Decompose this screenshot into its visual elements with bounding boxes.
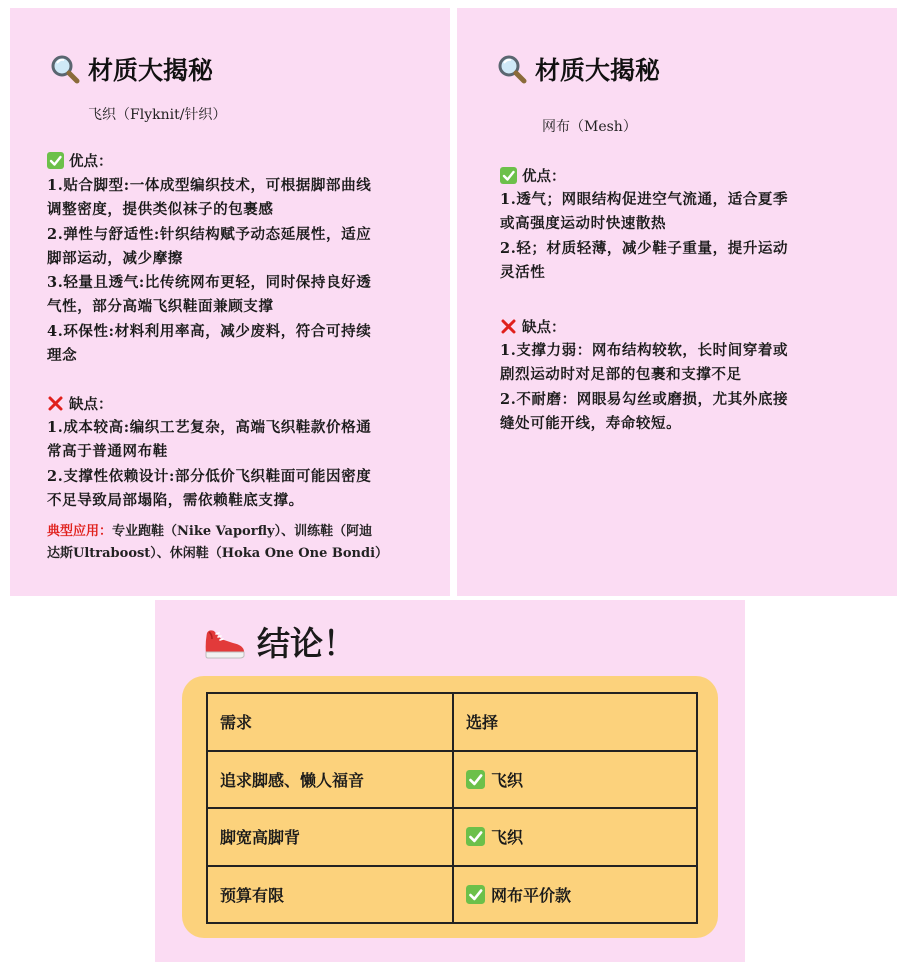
check-mark-icon: [500, 167, 517, 184]
cons-label-text: 缺点：: [522, 319, 566, 336]
pros-line: 3.轻量且透气:比传统网布更轻，同时保持良好透: [47, 274, 372, 292]
check-mark-icon: [47, 152, 64, 169]
conclusion-table: [206, 692, 698, 924]
table-row: [207, 751, 697, 809]
pros-line: 4.环保性:材料利用率高，减少废料，符合可持续: [47, 322, 372, 340]
choice-text: 飞织: [491, 770, 524, 790]
choice-text: 网布平价款: [491, 885, 572, 905]
pros-line: 1.贴合脚型:一体成型编织技术，可根据脚部曲线: [47, 177, 372, 194]
sneaker-icon: [203, 625, 247, 659]
mesh-card: [457, 8, 897, 596]
pros-line: 灵活性: [500, 263, 546, 281]
need-cell: 预算有限: [207, 866, 453, 924]
pros-line: 气性，部分高端飞织鞋面兼顾支撑: [47, 298, 274, 316]
cons-line: 1.成本较高:编织工艺复杂，高端飞织鞋款价格通: [47, 419, 372, 436]
cons-line: 不足导致局部塌陷，需依赖鞋底支撑。: [47, 491, 304, 509]
need-cell: 脚宽高脚背: [207, 808, 453, 866]
check-mark-icon: [466, 827, 485, 846]
need-cell: 追求脚感、懒人福音: [207, 751, 453, 809]
cons-line: 剧烈运动时对足部的包裹和支撑不足: [500, 366, 742, 384]
choice-cell: [453, 866, 697, 924]
card-heading: [50, 51, 213, 87]
pros-label: [47, 150, 113, 171]
pros-line: 1.透气；网眼结构促进空气流通，适合夏季: [500, 191, 789, 208]
header-cell-choice: 选择: [453, 693, 697, 751]
cons-label-text: 缺点：: [69, 396, 113, 413]
cons-label: [500, 316, 566, 337]
conclusion-heading: [203, 618, 356, 665]
magnifier-icon: [497, 54, 527, 84]
pros-label: [500, 165, 566, 186]
header-cell-need: 需求: [207, 693, 453, 751]
magnifier-icon: [50, 54, 80, 84]
conclusion-title: 结论！: [257, 624, 356, 663]
pros-line: 脚部运动，减少摩擦: [47, 249, 183, 267]
pros-list: [47, 174, 447, 368]
cons-label: [47, 393, 113, 414]
pros-label-text: 优点：: [522, 168, 566, 185]
application-text: 达斯Ultraboost）、休闲鞋（Hoka One One Bondi）: [47, 546, 389, 561]
check-mark-icon: [466, 770, 485, 789]
pros-label-text: 优点：: [69, 153, 113, 170]
cons-list: [500, 339, 895, 436]
application-label: 典型应用：: [47, 524, 113, 539]
table-row: [207, 808, 697, 866]
choice-cell: [453, 751, 697, 809]
cross-mark-icon: [500, 318, 517, 335]
choice-text: 飞织: [491, 828, 524, 848]
table-header-row: [207, 693, 697, 751]
application-text: 专业跑鞋（Nike Vaporfly）、训练鞋（阿迪: [112, 524, 373, 539]
pros-line: 理念: [47, 347, 78, 365]
card-title: 材质大揭秘: [88, 56, 214, 85]
cons-line: 1.支撑力弱：网布结构较软，长时间穿着或: [500, 342, 789, 359]
material-subtitle: 网布（Mesh）: [542, 119, 637, 135]
pros-line: 或高强度运动时快速散热: [500, 215, 667, 233]
cons-line: 2.不耐磨：网眼易勾丝或磨损，尤其外底接: [500, 390, 789, 408]
card-heading: [497, 51, 660, 87]
typical-application: [47, 521, 447, 565]
card-title: 材质大揭秘: [535, 56, 661, 85]
conclusion-card: [155, 600, 745, 962]
cons-line: 缝处可能开线，寿命较短。: [500, 414, 682, 432]
check-mark-icon: [466, 885, 485, 904]
table-row: [207, 866, 697, 924]
cross-mark-icon: [47, 395, 64, 412]
cons-list: [47, 416, 447, 513]
material-subtitle: 飞织（Flyknit/针织）: [88, 107, 227, 123]
choice-cell: [453, 808, 697, 866]
pros-list: [500, 188, 895, 285]
flyknit-card: [10, 8, 450, 596]
pros-line: 调整密度，提供类似袜子的包裹感: [47, 201, 274, 219]
pros-line: 2.轻；材质轻薄，减少鞋子重量，提升运动: [500, 239, 789, 257]
cons-line: 2.支撑性依赖设计:部分低价飞织鞋面可能因密度: [47, 467, 372, 485]
pros-line: 2.弹性与舒适性:针织结构赋予动态延展性，适应: [47, 225, 372, 243]
cons-line: 常高于普通网布鞋: [47, 443, 168, 461]
conclusion-table-frame: [182, 676, 718, 938]
